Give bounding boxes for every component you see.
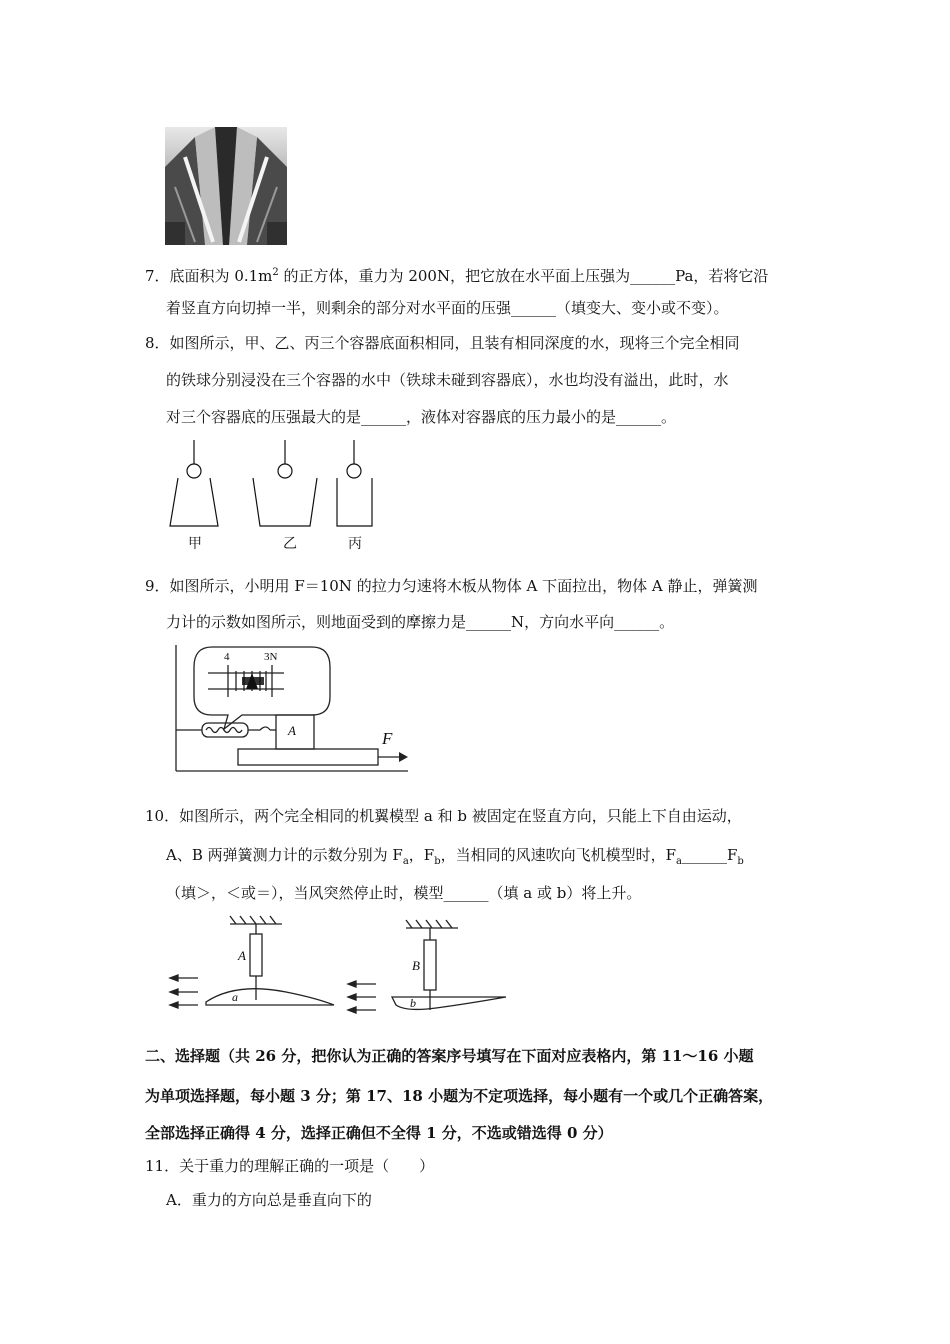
label-yi: 乙 <box>283 536 297 552</box>
q8-line3: 对三个容器底的压强最大的是______，液体对容器底的压力最小的是______。 <box>166 408 677 426</box>
label-jia: 甲 <box>188 536 202 552</box>
escalator-photo <box>165 127 287 245</box>
wing-models-figure <box>166 912 511 1014</box>
q7-line1: 7．底面积为 $0.1m^2$ 的正方体，重力为 200N，把它放在水平面上压强为______Pa，若将它沿 <box>145 267 769 285</box>
container-bing <box>337 440 372 526</box>
q10-line1: 10．如图所示，两个完全相同的机翼模型 a 和 b 被固定在竖直方向，只能上下自由运动， <box>145 807 742 825</box>
label-bing: 丙 <box>348 536 362 552</box>
wing-a-label: a <box>232 990 238 1004</box>
spring-scale-figure <box>172 643 408 775</box>
q10-line3: （填＞，＜或＝），当风突然停止时，模型______（填 a 或 b）将上升。 <box>166 884 642 902</box>
q10-line2: A、B 两弹簧测力计的示数分别为 $F_a$，$F_b$，当相同的风速吹向飞机模型时，$F_a\_\_\_\_\_\_F_b$ <box>166 846 744 867</box>
block-a-label: A <box>288 723 296 738</box>
wing-b-label: b <box>410 996 416 1010</box>
q9-line2: 力计的示数如图所示，则地面受到的摩擦力是______N，方向水平向______。 <box>166 613 675 631</box>
spring-b-label: B <box>412 958 420 973</box>
force-f-label: F <box>382 729 393 748</box>
section2-line3: 全部选择正确得 4 分，选择正确但不全得 1 分，不选或错选得 0 分） <box>145 1124 613 1142</box>
q8-line1: 8．如图所示，甲、乙、丙三个容器底面积相同，且装有相同深度的水，现将三个完全相同 <box>145 334 740 352</box>
section2-line1: 二、选择题（共 26 分，把你认为正确的答案序号填写在下面对应表格内，第 11～16 小题 <box>145 1047 754 1065</box>
q7-line2: 着竖直方向切掉一半，则剩余的部分对水平面的压强______（填变大、变小或不变）。 <box>166 299 729 317</box>
scale-left-label: 4 <box>224 651 230 663</box>
spring-a-label: A <box>238 948 246 963</box>
q11-option-a: A．重力的方向总是垂直向下的 <box>166 1191 372 1209</box>
q8-line2: 的铁球分别浸没在三个容器的水中（铁球未碰到容器底），水也均没有溢出，此时，水 <box>166 371 729 389</box>
containers-figure <box>160 438 390 556</box>
section2-line2: 为单项选择题，每小题 3 分；第 17、18 小题为不定项选择，每小题有一个或几个正确答案， <box>145 1087 774 1105</box>
container-jia <box>170 440 218 526</box>
q11-stem: 11．关于重力的理解正确的一项是（ ） <box>145 1157 435 1175</box>
scale-right-label: 3N <box>264 651 278 663</box>
container-yi <box>253 440 317 526</box>
q9-line1: 9．如图所示，小明用 F＝10N 的拉力匀速将木板从物体 A 下面拉出，物体 A 静止，弹簧测 <box>145 577 758 595</box>
